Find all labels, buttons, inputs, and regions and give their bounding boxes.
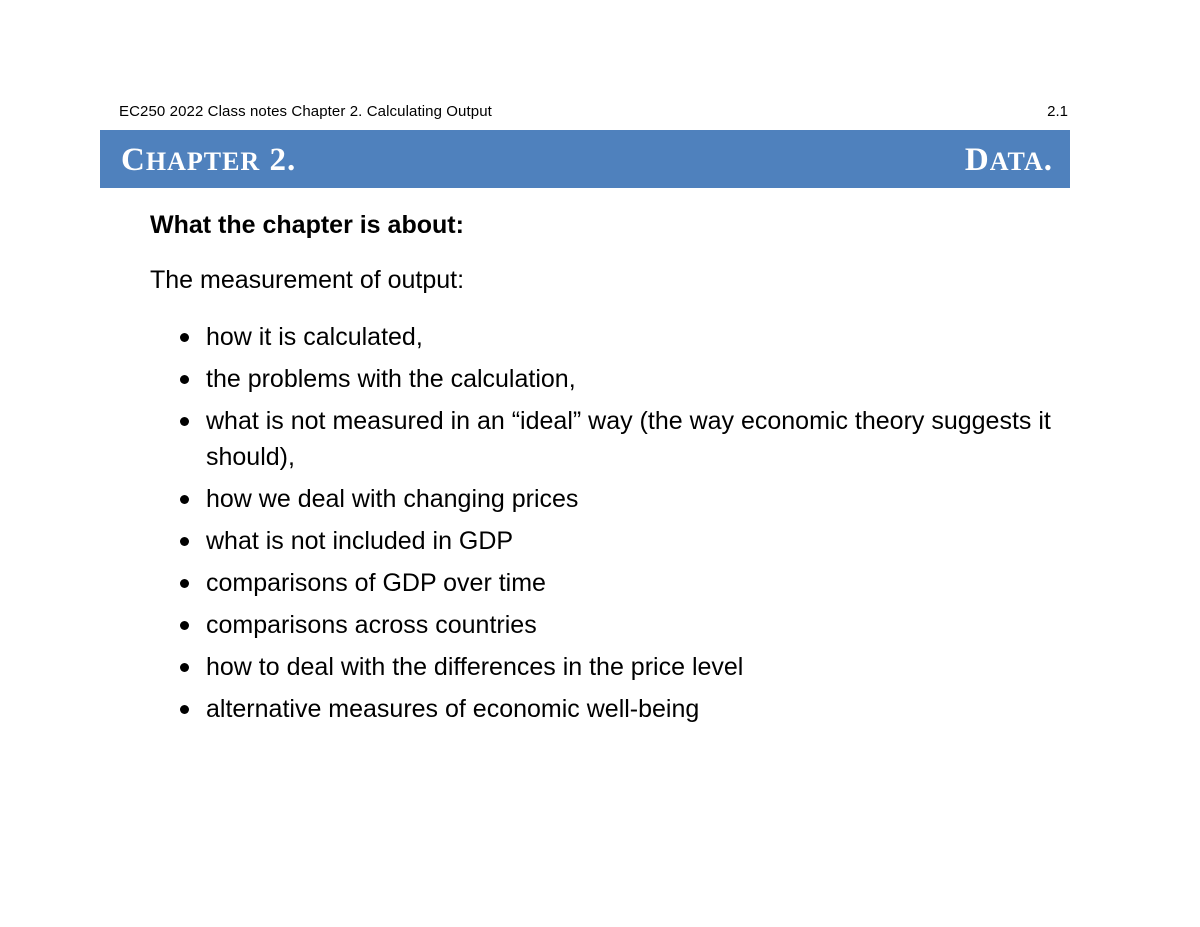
bullet-icon	[180, 375, 189, 384]
list-item	[180, 562, 1110, 604]
intro-text: The measurement of output:	[150, 266, 465, 294]
running-header	[119, 101, 1068, 123]
list-item	[180, 604, 1110, 646]
list-item	[180, 520, 1110, 562]
chapter-title-rest: HAPTER	[145, 147, 261, 176]
list-item	[180, 316, 1110, 358]
list-item-text: what is not measured in an “ideal” way (the way economic theory suggests it should),	[206, 407, 1051, 471]
bullet-icon	[180, 333, 189, 342]
chapter-number: 2.	[260, 142, 297, 178]
bullet-icon	[180, 579, 189, 588]
bullet-icon	[180, 663, 189, 672]
list-item-text: comparisons of GDP over time	[206, 569, 546, 597]
topic-list	[180, 316, 1110, 730]
section-heading: What the chapter is about:	[150, 211, 464, 239]
chapter-subject-end: .	[1043, 142, 1053, 178]
document-title: EC250 2022 Class notes Chapter 2. Calculating Output	[119, 103, 492, 120]
list-item-text: how to deal with the differences in the price level	[206, 653, 744, 681]
list-item	[180, 688, 1110, 730]
chapter-subject-rest: ATA	[989, 147, 1044, 176]
list-item-text: comparisons across countries	[206, 611, 537, 639]
list-item-text: alternative measures of economic well-being	[206, 695, 700, 723]
chapter-banner	[100, 130, 1070, 188]
list-item	[180, 478, 1110, 520]
list-item	[180, 400, 1110, 478]
list-item	[180, 646, 1110, 688]
list-item-text: the problems with the calculation,	[206, 365, 576, 393]
bullet-icon	[180, 495, 189, 504]
list-item	[180, 358, 1110, 400]
chapter-subject	[965, 140, 1053, 182]
list-item-text: what is not included in GDP	[206, 527, 514, 555]
bullet-icon	[180, 417, 189, 426]
list-item-text: how it is calculated,	[206, 323, 423, 351]
bullet-icon	[180, 621, 189, 630]
chapter-title-initial: C	[121, 142, 146, 178]
page-number: 2.1	[1047, 103, 1068, 120]
chapter-title	[121, 140, 296, 182]
bullet-icon	[180, 537, 189, 546]
list-item-text: how we deal with changing prices	[206, 485, 579, 513]
bullet-icon	[180, 705, 189, 714]
chapter-subject-initial: D	[964, 142, 990, 178]
